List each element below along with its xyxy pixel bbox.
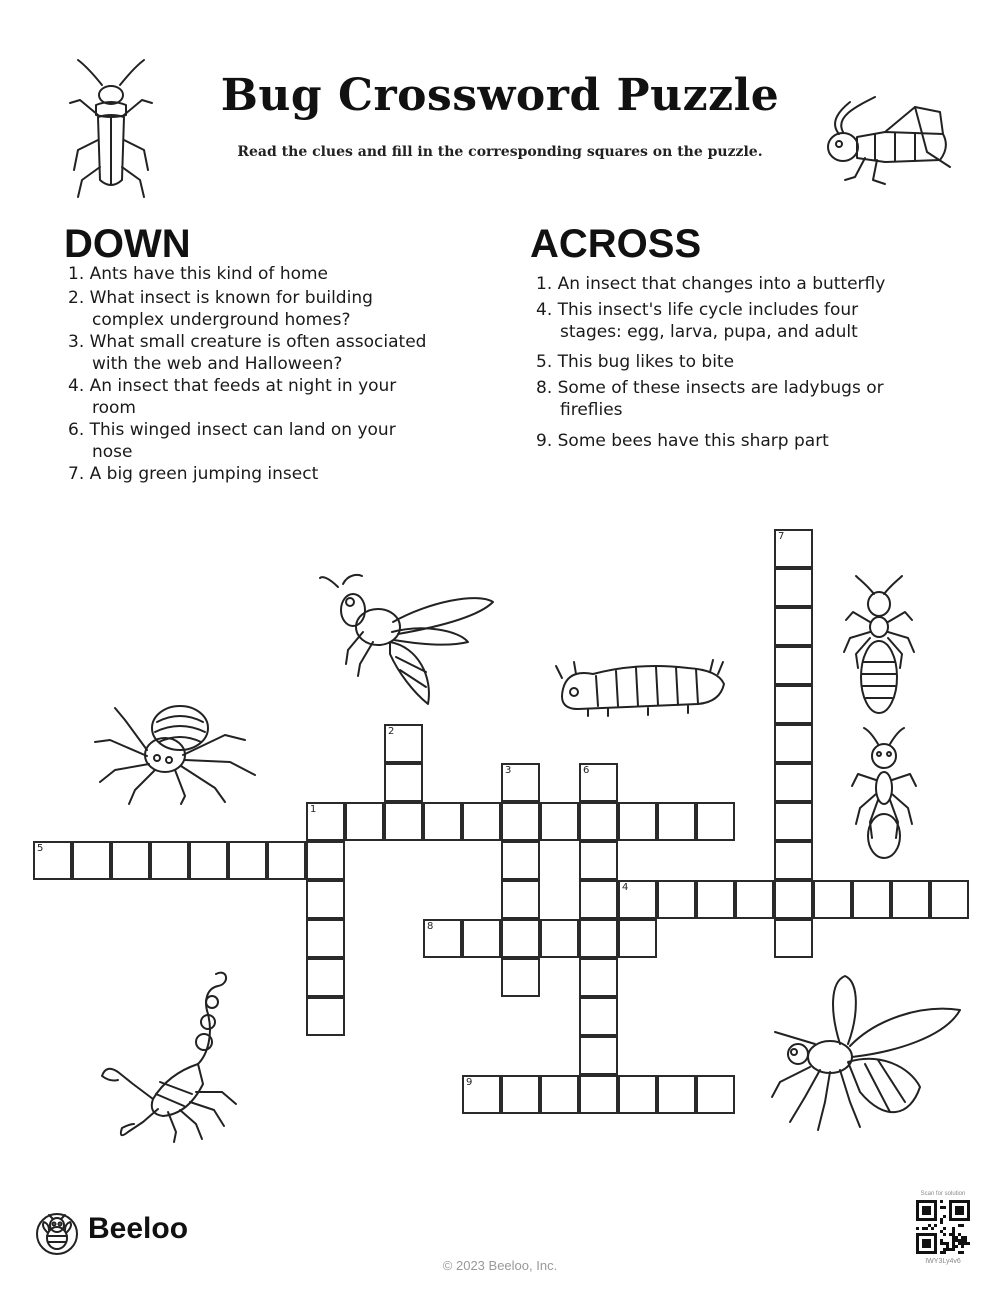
across-clue-text: 4. This insect's life cycle includes four	[536, 300, 859, 320]
crossword-cell[interactable]	[306, 919, 345, 958]
scorpion-icon	[98, 964, 243, 1144]
crossword-cell[interactable]	[657, 880, 696, 919]
crossword-cell[interactable]	[306, 997, 345, 1036]
down-clue	[68, 331, 426, 375]
crossword-cell[interactable]	[579, 880, 618, 919]
crossword-cell[interactable]	[735, 880, 774, 919]
cell-number: 8	[427, 921, 434, 932]
crossword-cell[interactable]	[579, 958, 618, 997]
down-clue	[68, 263, 328, 285]
mosquito-icon	[770, 972, 965, 1132]
crossword-cell[interactable]	[501, 919, 540, 958]
cell-number: 9	[466, 1077, 473, 1088]
down-clue-text: 6. This winged insect can land on your	[68, 420, 396, 440]
crossword-cell[interactable]	[501, 958, 540, 997]
crossword-cell[interactable]	[540, 919, 579, 958]
crossword-cell[interactable]	[540, 1075, 579, 1114]
crossword-cell[interactable]	[306, 802, 345, 841]
crossword-cell[interactable]	[774, 880, 813, 919]
crossword-cell[interactable]	[579, 997, 618, 1036]
beeloo-bee-logo-icon	[35, 1212, 79, 1256]
crossword-cell[interactable]	[891, 880, 930, 919]
cell-number: 2	[388, 726, 395, 737]
cell-number: 7	[778, 531, 785, 542]
across-clue-text: 9. Some bees have this sharp part	[536, 431, 829, 451]
crossword-cell[interactable]	[501, 1075, 540, 1114]
grasshopper-icon	[815, 92, 955, 187]
crossword-cell[interactable]	[384, 763, 423, 802]
ant-icon	[848, 726, 920, 864]
crossword-cell[interactable]	[657, 802, 696, 841]
crossword-cell[interactable]	[618, 919, 657, 958]
across-clue-text: 1. An insect that changes into a butterfly	[536, 274, 886, 294]
crossword-cell[interactable]	[579, 841, 618, 880]
down-clue-text: 2. What insect is known for building	[68, 288, 373, 308]
crossword-cell[interactable]	[189, 841, 228, 880]
across-clue	[536, 273, 885, 295]
across-clue-continuation: fireflies	[560, 400, 623, 420]
crossword-cell[interactable]	[579, 919, 618, 958]
page-subtitle: Read the clues and fill in the corresponding squares on the puzzle.	[237, 144, 763, 160]
crossword-cell[interactable]	[579, 1036, 618, 1075]
termite-icon	[838, 572, 920, 717]
crossword-cell[interactable]	[72, 841, 111, 880]
crossword-cell[interactable]	[774, 568, 813, 607]
across-clue-continuation: stages: egg, larva, pupa, and adult	[560, 322, 858, 342]
crossword-cell[interactable]	[579, 763, 618, 802]
crossword-cell[interactable]	[267, 841, 306, 880]
down-clue-text: 4. An insect that feeds at night in your	[68, 376, 397, 396]
cell-number: 4	[622, 882, 629, 893]
spider-icon	[85, 700, 265, 805]
crossword-cell[interactable]	[579, 802, 618, 841]
crossword-cell[interactable]	[501, 802, 540, 841]
crossword-cell[interactable]	[813, 880, 852, 919]
down-clue-continuation: complex underground homes?	[92, 310, 351, 330]
crossword-cell[interactable]	[774, 685, 813, 724]
cell-number: 6	[583, 765, 590, 776]
across-clue-text: 8. Some of these insects are ladybugs or	[536, 378, 884, 398]
crossword-cell[interactable]	[384, 802, 423, 841]
crossword-cell[interactable]	[501, 841, 540, 880]
across-clue	[536, 351, 734, 373]
crossword-cell[interactable]	[696, 880, 735, 919]
down-clue-text: 3. What small creature is often associated	[68, 332, 427, 352]
crossword-cell[interactable]	[33, 841, 72, 880]
page-title: Bug Crossword Puzzle	[220, 70, 780, 121]
copyright: © 2023 Beeloo, Inc.	[442, 1258, 558, 1273]
qr-code-icon[interactable]	[916, 1200, 970, 1254]
crossword-cell[interactable]	[462, 802, 501, 841]
crossword-cell[interactable]	[150, 841, 189, 880]
crossword-cell[interactable]	[774, 724, 813, 763]
qr-scan-label: Scan for solution	[920, 1191, 966, 1197]
crossword-cell[interactable]	[111, 841, 150, 880]
cell-number: 1	[310, 804, 317, 815]
crossword-cell[interactable]	[462, 919, 501, 958]
crossword-cell[interactable]	[462, 1075, 501, 1114]
crossword-cell[interactable]	[774, 802, 813, 841]
crossword-cell[interactable]	[930, 880, 969, 919]
crossword-cell[interactable]	[540, 802, 579, 841]
down-clue	[68, 375, 396, 419]
crossword-cell[interactable]	[384, 724, 423, 763]
across-clue-text: 5. This bug likes to bite	[536, 352, 735, 372]
crossword-cell[interactable]	[423, 919, 462, 958]
crossword-cell[interactable]	[774, 919, 813, 958]
crossword-cell[interactable]	[618, 1075, 657, 1114]
crossword-cell[interactable]	[774, 607, 813, 646]
crossword-cell[interactable]	[306, 958, 345, 997]
crossword-cell[interactable]	[579, 1075, 618, 1114]
crossword-cell[interactable]	[696, 1075, 735, 1114]
crossword-cell[interactable]	[657, 1075, 696, 1114]
crossword-cell[interactable]	[423, 802, 462, 841]
wasp-icon	[318, 572, 498, 708]
cell-number: 3	[505, 765, 512, 776]
crossword-cell[interactable]	[306, 880, 345, 919]
down-clue	[68, 419, 396, 463]
caterpillar-icon	[548, 654, 728, 720]
down-clue-text: 1. Ants have this kind of home	[68, 264, 329, 284]
crossword-cell[interactable]	[618, 880, 657, 919]
qr-code-label: IWY3Ly4v6	[925, 1258, 961, 1265]
crossword-cell[interactable]	[774, 646, 813, 685]
crossword-cell[interactable]	[852, 880, 891, 919]
crossword-cell[interactable]	[618, 802, 657, 841]
down-clue-continuation: room	[92, 398, 136, 418]
crossword-cell[interactable]	[345, 802, 384, 841]
crossword-cell[interactable]	[696, 802, 735, 841]
crossword-cell[interactable]	[774, 841, 813, 880]
down-clue-text: 7. A big green jumping insect	[68, 464, 319, 484]
down-heading: DOWN	[64, 222, 191, 266]
crossword-cell[interactable]	[774, 529, 813, 568]
beeloo-brand[interactable]: Beeloo	[88, 1212, 189, 1245]
crossword-cell[interactable]	[774, 763, 813, 802]
cockroach-icon	[60, 55, 170, 200]
down-clue-continuation: nose	[92, 442, 133, 462]
across-heading: ACROSS	[530, 222, 702, 266]
crossword-cell[interactable]	[501, 763, 540, 802]
cell-number: 5	[37, 843, 44, 854]
crossword-cell[interactable]	[501, 880, 540, 919]
across-clue	[536, 430, 829, 452]
crossword-cell[interactable]	[228, 841, 267, 880]
down-clue-continuation: with the web and Halloween?	[92, 354, 343, 374]
down-clue	[68, 463, 318, 485]
across-clue	[536, 377, 884, 421]
across-clue	[536, 299, 858, 343]
down-clue	[68, 287, 373, 331]
crossword-cell[interactable]	[306, 841, 345, 880]
